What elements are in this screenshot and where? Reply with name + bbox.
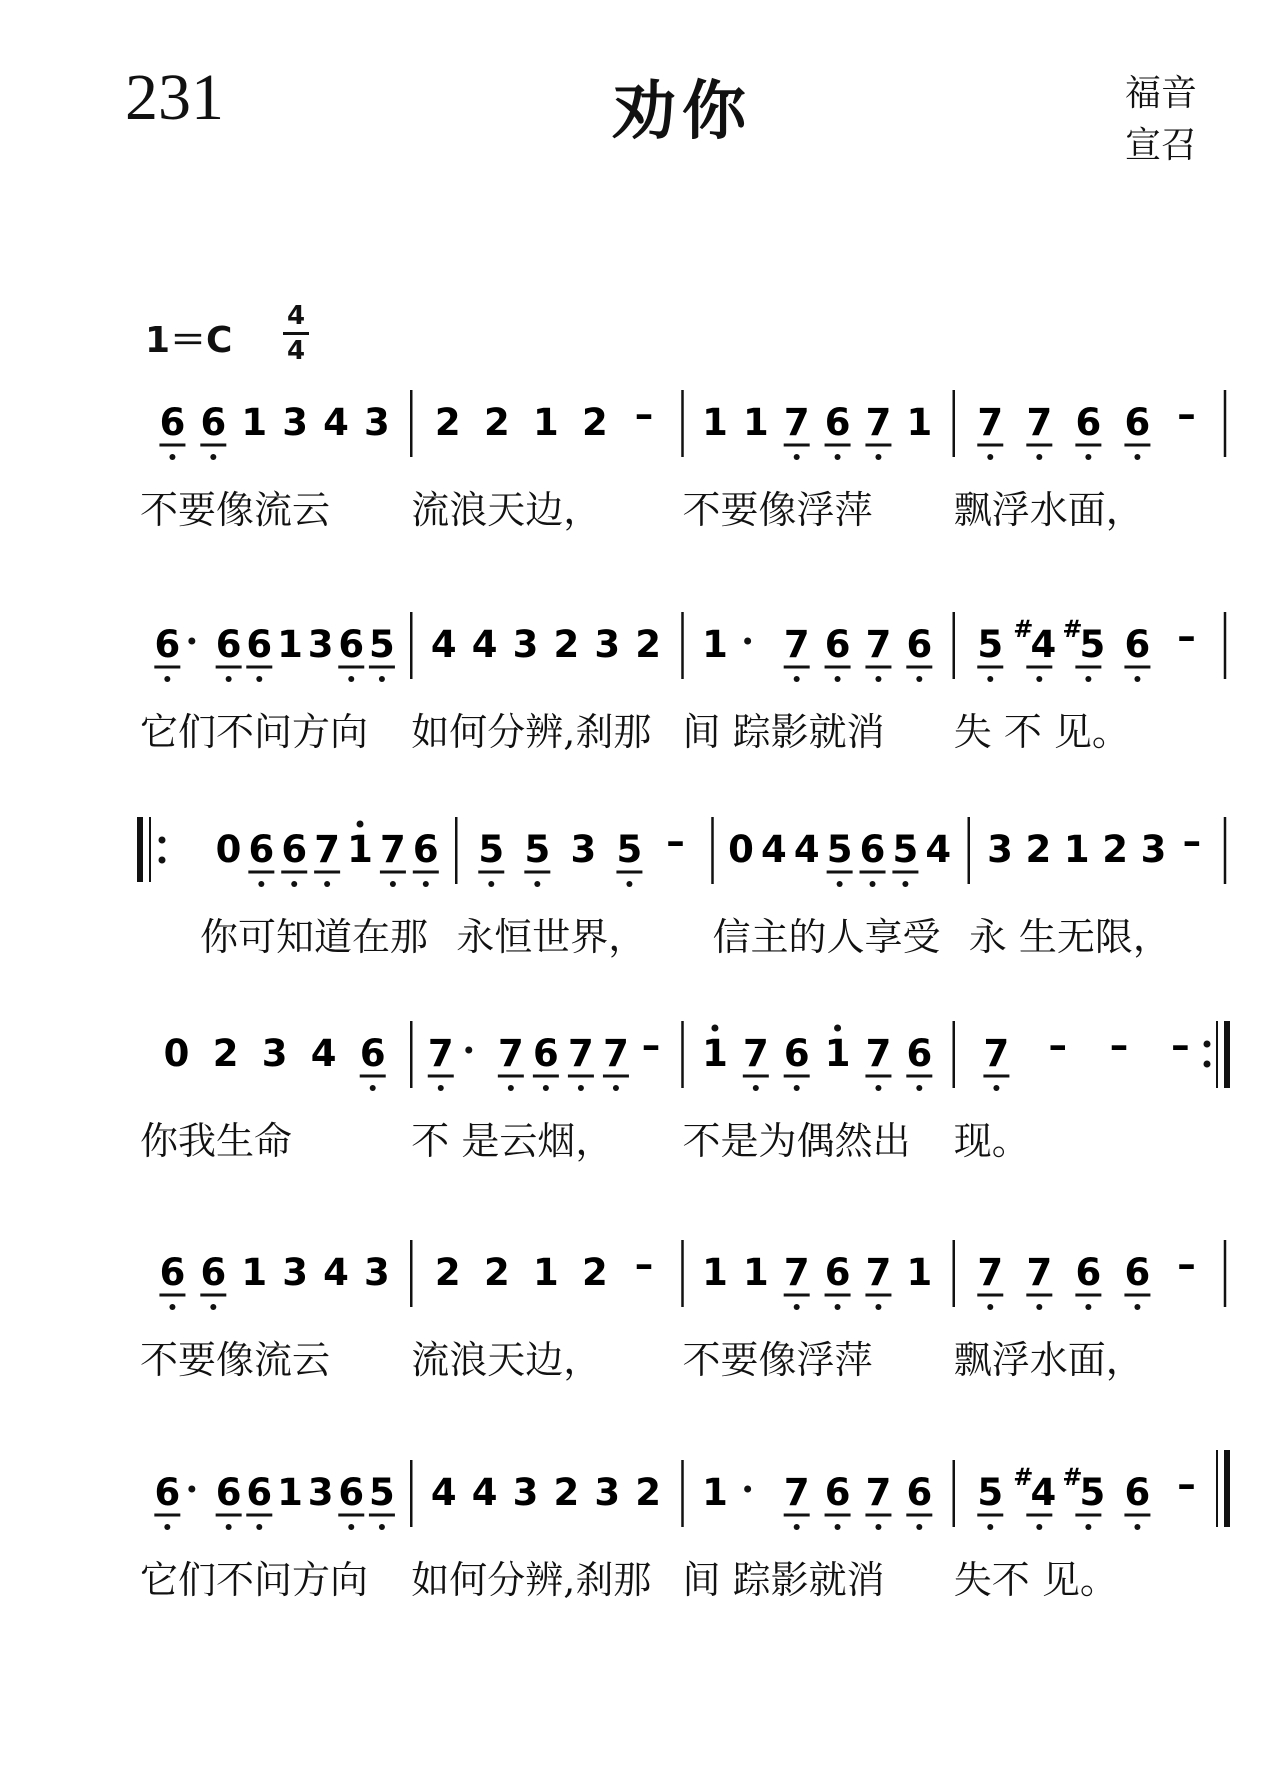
category-line-1: 福音 — [1125, 73, 1198, 114]
sharp-accidental: # — [1013, 615, 1034, 643]
octave-down-dot — [1134, 676, 1140, 682]
note-digit: 0 — [163, 1032, 190, 1075]
note-digit: 4 — [760, 828, 787, 871]
note-digit: 2 — [553, 1471, 580, 1514]
lyric-segment: 飘浮水面， — [953, 1338, 1144, 1382]
octave-down-dot — [794, 1085, 800, 1091]
sustain-dash: – — [1109, 1024, 1129, 1067]
repeat-dot — [1204, 1061, 1211, 1068]
note-digit: 1 — [906, 401, 933, 444]
octave-down-dot — [164, 676, 170, 682]
sustain-dash: – — [1182, 820, 1202, 863]
lyric-segment: 如何分辨,刹那 — [411, 710, 652, 754]
octave-down-dot — [379, 676, 385, 682]
note-digit: 7 — [380, 828, 406, 871]
note-digit: 7 — [783, 1251, 810, 1294]
note-digit: 0 — [728, 828, 754, 871]
lyric-segment: 你可知道在那 — [200, 915, 429, 959]
note-digit: 6 — [783, 1032, 810, 1075]
octave-down-dot — [835, 1304, 841, 1310]
repeat-dot — [159, 837, 166, 844]
octave-down-dot — [794, 454, 800, 460]
octave-down-dot — [987, 1524, 993, 1530]
note-digit: 3 — [594, 1471, 621, 1514]
note-digit: 6 — [338, 623, 365, 666]
note-digit: 3 — [512, 623, 539, 666]
lyric-segment: 它们不问方向 — [140, 710, 369, 754]
note-digit: 4 — [310, 1032, 337, 1075]
octave-down-dot — [613, 1085, 619, 1091]
augmentation-dot — [188, 638, 195, 645]
sustain-dash: – — [1171, 1024, 1190, 1067]
octave-down-dot — [1036, 1304, 1042, 1310]
note-digit: 6 — [281, 828, 308, 871]
octave-down-dot — [488, 881, 494, 887]
octave-up-dot — [711, 1025, 718, 1032]
note-digit: 7 — [568, 1032, 594, 1075]
note-digit: 1 — [241, 401, 268, 444]
note-digit: 4 — [471, 623, 498, 666]
note-digit: 6 — [154, 623, 181, 666]
octave-down-dot — [169, 454, 175, 460]
lyric-segment: 流浪天边， — [411, 1338, 602, 1382]
lyric-segment: 不要像浮萍 — [682, 1338, 873, 1382]
note-digit: 6 — [412, 828, 439, 871]
note-digit: 2 — [483, 401, 510, 444]
note-digit: 7 — [865, 623, 892, 666]
octave-down-dot — [987, 1304, 993, 1310]
octave-down-dot — [256, 676, 262, 682]
augmentation-dot — [744, 638, 751, 645]
note-digit: 2 — [434, 401, 461, 444]
note-digit: 6 — [246, 623, 273, 666]
note-digit: 5 — [369, 1471, 395, 1514]
time-signature-top: 4 — [286, 301, 306, 331]
note-digit: 5 — [478, 828, 505, 871]
score-system — [154, 1450, 1227, 1530]
note-digit: 4 — [925, 828, 952, 871]
octave-down-dot — [210, 454, 216, 460]
note-digit: 1 — [742, 1251, 769, 1294]
octave-down-dot — [226, 1524, 232, 1530]
note-digit: 3 — [307, 1471, 334, 1514]
octave-down-dot — [916, 676, 922, 682]
octave-down-dot — [578, 1085, 584, 1091]
sustain-dash: – — [1177, 1463, 1196, 1506]
key-signature: 1＝C — [145, 320, 233, 361]
octave-down-dot — [210, 1304, 216, 1310]
octave-down-dot — [987, 454, 993, 460]
octave-down-dot — [837, 881, 843, 887]
augmentation-dot — [744, 1486, 751, 1493]
note-digit: 5 — [369, 623, 395, 666]
octave-down-dot — [438, 1085, 444, 1091]
octave-down-dot — [794, 676, 800, 682]
note-digit: 6 — [200, 1251, 227, 1294]
note-digit: 4 — [323, 1251, 349, 1294]
lyric-segment: 信主的人享受 — [712, 915, 941, 959]
lyric-segment: 失不 见。 — [953, 1558, 1118, 1602]
note-digit: 1 — [1063, 828, 1090, 871]
note-digit: 5 — [892, 828, 919, 871]
note-digit: 5 — [977, 1471, 1004, 1514]
octave-down-dot — [226, 676, 232, 682]
note-digit: 7 — [865, 1251, 892, 1294]
note-digit: 7 — [783, 401, 810, 444]
lyric-segment: 飘浮水面， — [953, 488, 1144, 532]
song-title: 劝你 — [612, 74, 752, 149]
octave-down-dot — [1085, 676, 1091, 682]
note-digit: 2 — [582, 1251, 608, 1294]
note-digit: 6 — [159, 1251, 186, 1294]
note-digit: 1 — [702, 1251, 728, 1294]
octave-down-dot — [508, 1085, 514, 1091]
octave-down-dot — [1085, 1524, 1091, 1530]
octave-down-dot — [1134, 454, 1140, 460]
note-digit: 7 — [865, 1471, 892, 1514]
note-digit: 4 — [323, 401, 349, 444]
octave-down-dot — [626, 881, 632, 887]
note-digit: 1 — [533, 1251, 559, 1294]
octave-up-dot — [357, 821, 364, 828]
sustain-dash: – — [1177, 615, 1196, 658]
note-digit: 2 — [635, 623, 661, 666]
note-digit: 2 — [1102, 828, 1128, 871]
note-digit: 5 — [1079, 1471, 1106, 1514]
octave-down-dot — [875, 1524, 881, 1530]
note-digit: 4 — [430, 623, 457, 666]
note-digit: 7 — [427, 1032, 454, 1075]
note-digit: 3 — [1140, 828, 1167, 871]
octave-up-dot — [834, 1025, 841, 1032]
note-digit: 7 — [783, 1471, 810, 1514]
octave-down-dot — [875, 1085, 881, 1091]
score-system — [154, 612, 1225, 682]
note-digit: 6 — [1124, 1251, 1151, 1294]
sustain-dash: – — [634, 393, 654, 436]
note-digit: 3 — [363, 401, 390, 444]
octave-down-dot — [348, 1524, 354, 1530]
sustain-dash: – — [634, 1243, 654, 1286]
note-digit: 7 — [783, 623, 810, 666]
note-digit: 1 — [533, 401, 559, 444]
lyric-segment: 永 生无限， — [968, 915, 1171, 959]
note-digit: 2 — [1025, 828, 1052, 871]
note-digit: 6 — [859, 828, 886, 871]
note-digit: 3 — [570, 828, 597, 871]
note-digit: 1 — [702, 401, 728, 444]
score-system — [159, 390, 1225, 460]
note-digit: 2 — [212, 1032, 239, 1075]
note-digit: 6 — [1075, 401, 1102, 444]
lyric-segment: 永恒世界， — [456, 915, 647, 959]
note-digit: 3 — [282, 401, 308, 444]
note-digit: 3 — [987, 828, 1013, 871]
octave-down-dot — [258, 881, 264, 887]
augmentation-dot — [465, 1047, 472, 1054]
note-digit: 7 — [742, 1032, 769, 1075]
note-digit: 7 — [983, 1032, 1010, 1075]
octave-down-dot — [324, 881, 330, 887]
note-digit: 6 — [215, 623, 242, 666]
note-digit: 2 — [635, 1471, 661, 1514]
sustain-dash: – — [641, 1024, 661, 1067]
note-digit: 1 — [824, 1032, 851, 1075]
note-digit: 6 — [248, 828, 275, 871]
octave-down-dot — [379, 1524, 385, 1530]
octave-down-dot — [164, 1524, 170, 1530]
octave-down-dot — [753, 1085, 759, 1091]
note-digit: 4 — [1030, 623, 1057, 666]
note-digit: 7 — [1026, 1251, 1053, 1294]
note-digit: 6 — [1124, 623, 1151, 666]
note-digit: 5 — [524, 828, 551, 871]
lyric-segment: 不要像流云 — [140, 1338, 331, 1382]
note-digit: 6 — [246, 1471, 273, 1514]
note-digit: 6 — [906, 1471, 933, 1514]
lyric-segment: 不要像浮萍 — [682, 488, 873, 532]
octave-down-dot — [1134, 1304, 1140, 1310]
note-digit: 1 — [702, 1032, 728, 1075]
note-digit: 3 — [363, 1251, 390, 1294]
sustain-dash: – — [1177, 393, 1196, 436]
octave-down-dot — [875, 676, 881, 682]
octave-down-dot — [423, 881, 429, 887]
sustain-dash: – — [1177, 1243, 1196, 1286]
note-digit: 6 — [906, 1032, 933, 1075]
note-digit: 5 — [826, 828, 853, 871]
note-digit: 3 — [261, 1032, 288, 1075]
octave-down-dot — [543, 1085, 549, 1091]
octave-down-dot — [1085, 1304, 1091, 1310]
note-digit: 6 — [824, 401, 851, 444]
octave-down-dot — [390, 881, 396, 887]
note-digit: 6 — [215, 1471, 242, 1514]
note-digit: 7 — [977, 1251, 1004, 1294]
note-digit: 6 — [1124, 401, 1151, 444]
note-digit: 6 — [1075, 1251, 1102, 1294]
note-digit: 5 — [977, 623, 1004, 666]
score-system — [140, 817, 1225, 887]
octave-down-dot — [256, 1524, 262, 1530]
lyric-segment: 现。 — [953, 1119, 1030, 1163]
sharp-accidental: # — [1062, 615, 1083, 643]
lyric-segment: 如何分辨,刹那 — [411, 1558, 652, 1602]
note-digit: 6 — [338, 1471, 365, 1514]
category-line-2: 宣召 — [1125, 125, 1198, 166]
octave-down-dot — [1036, 1524, 1042, 1530]
octave-down-dot — [534, 881, 540, 887]
note-digit: 4 — [471, 1471, 498, 1514]
score-system — [159, 1240, 1225, 1310]
octave-down-dot — [794, 1524, 800, 1530]
note-digit: 2 — [434, 1251, 461, 1294]
octave-down-dot — [875, 454, 881, 460]
octave-down-dot — [1134, 1524, 1140, 1530]
note-digit: 6 — [533, 1032, 559, 1075]
note-digit: 7 — [865, 401, 892, 444]
lyric-segment: 间 踪影就消 — [682, 710, 885, 754]
note-digit: 6 — [159, 401, 186, 444]
note-digit: 3 — [512, 1471, 539, 1514]
note-digit: 4 — [793, 828, 820, 871]
note-digit: 1 — [906, 1251, 933, 1294]
octave-down-dot — [1085, 454, 1091, 460]
note-digit: 1 — [702, 1471, 728, 1514]
lyric-segment: 它们不问方向 — [140, 1558, 369, 1602]
octave-down-dot — [835, 1524, 841, 1530]
octave-down-dot — [1036, 676, 1042, 682]
note-digit: 4 — [430, 1471, 457, 1514]
octave-down-dot — [835, 454, 841, 460]
sustain-dash: – — [666, 820, 685, 863]
note-digit: 7 — [865, 1032, 892, 1075]
octave-down-dot — [348, 676, 354, 682]
note-digit: 6 — [359, 1032, 386, 1075]
octave-down-dot — [291, 881, 297, 887]
note-digit: 5 — [1079, 623, 1106, 666]
time-signature-bottom: 4 — [286, 336, 306, 366]
note-digit: 1 — [277, 623, 303, 666]
note-digit: 6 — [824, 1471, 851, 1514]
octave-down-dot — [169, 1304, 175, 1310]
hymn-number: 231 — [125, 61, 224, 134]
sustain-dash: – — [1048, 1024, 1067, 1067]
note-digit: 1 — [702, 623, 728, 666]
octave-down-dot — [1036, 454, 1042, 460]
note-digit: 0 — [215, 828, 242, 871]
octave-down-dot — [916, 1524, 922, 1530]
note-digit: 1 — [347, 828, 373, 871]
octave-down-dot — [870, 881, 876, 887]
repeat-dot — [159, 857, 166, 864]
octave-down-dot — [835, 676, 841, 682]
note-digit: 1 — [241, 1251, 268, 1294]
lyric-segment: 不要像流云 — [140, 488, 331, 532]
note-digit: 3 — [307, 623, 334, 666]
sharp-accidental: # — [1062, 1463, 1083, 1491]
octave-down-dot — [875, 1304, 881, 1310]
note-digit: 5 — [616, 828, 643, 871]
note-digit: 6 — [1124, 1471, 1151, 1514]
lyric-segment: 流浪天边， — [411, 488, 602, 532]
note-digit: 2 — [582, 401, 608, 444]
octave-down-dot — [370, 1085, 376, 1091]
lyric-segment: 你我生命 — [140, 1119, 293, 1163]
octave-down-dot — [993, 1085, 999, 1091]
note-digit: 7 — [314, 828, 340, 871]
lyric-segment: 失 不 见。 — [953, 710, 1130, 754]
note-digit: 3 — [282, 1251, 308, 1294]
lyric-segment: 间 踪影就消 — [682, 1558, 885, 1602]
octave-down-dot — [902, 881, 908, 887]
note-digit: 2 — [483, 1251, 510, 1294]
note-digit: 6 — [200, 401, 227, 444]
note-digit: 4 — [1030, 1471, 1057, 1514]
note-digit: 6 — [154, 1471, 181, 1514]
score-system — [164, 1021, 1227, 1091]
note-digit: 7 — [497, 1032, 524, 1075]
note-digit: 6 — [824, 623, 851, 666]
sharp-accidental: # — [1013, 1463, 1034, 1491]
note-digit: 6 — [824, 1251, 851, 1294]
note-digit: 7 — [977, 401, 1004, 444]
note-digit: 7 — [603, 1032, 629, 1075]
lyric-segment: 不是为偶然出 — [682, 1119, 911, 1163]
repeat-dot — [1204, 1041, 1211, 1048]
note-digit: 1 — [742, 401, 769, 444]
note-digit: 6 — [906, 623, 933, 666]
octave-down-dot — [987, 676, 993, 682]
note-digit: 7 — [1026, 401, 1053, 444]
lyric-segment: 不 是云烟， — [411, 1119, 614, 1163]
octave-down-dot — [916, 1085, 922, 1091]
note-digit: 3 — [594, 623, 621, 666]
note-digit: 1 — [277, 1471, 303, 1514]
note-digit: 2 — [553, 623, 580, 666]
augmentation-dot — [188, 1486, 195, 1493]
octave-down-dot — [794, 1304, 800, 1310]
